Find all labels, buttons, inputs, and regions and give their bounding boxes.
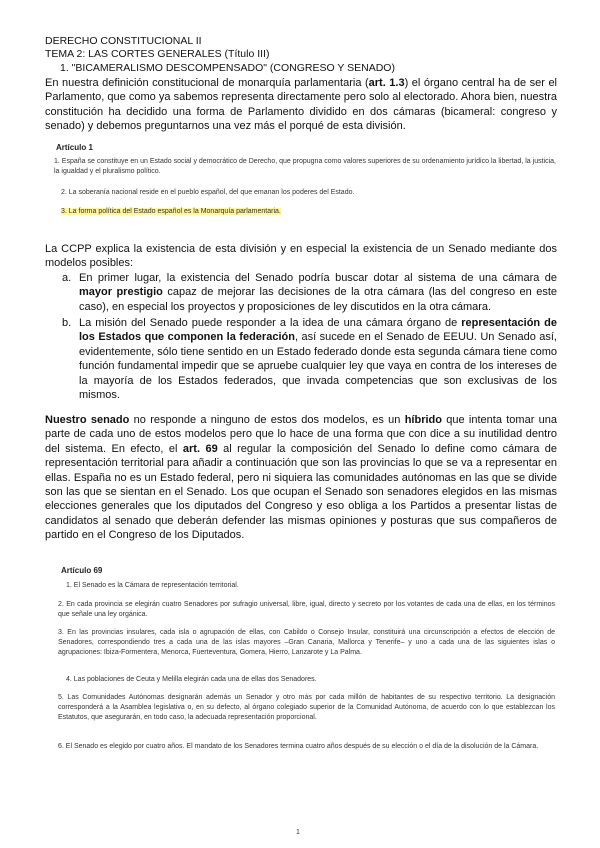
articulo-69-p1: 1. El Senado es la Cámara de representación territorial. xyxy=(66,582,239,589)
course-title: DERECHO CONSTITUCIONAL II xyxy=(45,35,202,47)
nuestro-senado-paragraph xyxy=(45,413,557,543)
item-b-post: , así sucede en el Senado de EEUU. Un Senado así, evidentemente, sólo tiene sentido en un Estado federado donde esta segunda cámara tiene como función fundamental impedir que se apruebe cualquier ley que vaya en contra de los intereses de la mayoría de los Estados federados, que invada competencias que son exclusivas de los mismos. xyxy=(79,331,557,402)
articulo-69-p5: 5. Las Comunidades Autónomas designarán además un Senador y otro más por cada millón de habitantes de su respectivo territorio. La designación corresponderá a la Asamblea legislativa o, en su defecto, al órgano colegiado superior de la Comunidad Autónoma, de acuerdo con lo que establezcan los Estatutos, que asegurarán, en todo caso, la adecuada representación proporcional. xyxy=(58,694,555,721)
section-title: 1. "BICAMERALISMO DESCOMPENSADO" (CONGRESO Y SENADO) xyxy=(60,62,395,74)
page-number: 1 xyxy=(296,829,300,836)
intro-text-post: ) el órgano central ha de ser el Parlamento, que como ya sabemos representa directamente pero solo al electorado. Ahora bien, nuestra constitución ha decidido una forma de Parlamento dividido en dos cámaras (bicameral: congreso y senado) y debemos preguntarnos una vez más el porqué de esta división. xyxy=(45,77,557,133)
nuestro-bold-3: art. 69 xyxy=(182,442,218,455)
item-a-post: capaz de mejorar las decisiones de la otra cámara (las del congreso en este caso), en especial los proyectos y proposiciones de ley discutidos en la otra cámara. xyxy=(79,286,557,313)
item-b-pre: La misión del Senado puede responder a la idea de una cámara órgano de xyxy=(79,317,462,329)
nuestro-text-1: no responde a ninguno de estos dos modelos, es un xyxy=(129,414,405,426)
intro-bold-ref: art. 1.3 xyxy=(368,77,405,89)
list-marker-b: b. xyxy=(62,317,72,329)
intro-paragraph xyxy=(45,76,557,134)
articulo-69-title: Artículo 69 xyxy=(61,566,103,575)
articulo-1-title: Artículo 1 xyxy=(56,143,93,152)
ccpp-paragraph: La CCPP explica la existencia de esta división y en especial la existencia de un Senado mediante dos modelos posibles: xyxy=(45,243,557,270)
item-b-bold: representación de los Estados que componen la federación xyxy=(79,317,558,344)
articulo-1-p3 xyxy=(61,207,556,217)
tema-title: TEMA 2: LAS CORTES GENERALES (Título III) xyxy=(45,48,270,60)
articulo-69-p2: 2. En cada provincia se elegirán cuatro Senadores por sufragio universal, libre, igual, directo y secreto por los votantes de cada una de ellas, en los términos que señale una ley orgánica. xyxy=(58,601,555,618)
item-a-bold: mayor prestigio xyxy=(79,286,163,299)
nuestro-bold-1: Nuestro senado xyxy=(45,414,130,426)
articulo-69-p3: 3. En las provincias insulares, cada isla o agrupación de ellas, con Cabildo o Consejo Insular, constituirá una circunscripción a efectos de elección de Senadores, correspondiendo tres a cada una de las islas mayores –Gran Canaria, Mallorca y Tenerife– y uno a cada una de las siguientes islas o agrupaciones: Ibiza-Formentera, Menorca, Fuerteventura, Gomera, Hierro, Lanzarote y La Palma. xyxy=(58,629,555,656)
nuestro-text-2: que intenta tomar una parte de cada uno de estos modelos pero que lo hace de una forma que con dice a su inutilidad dentro del sistema. En efecto, el xyxy=(45,414,557,455)
item-a-pre: En primer lugar, la existencia del Senado podría buscar dotar al sistema de una cámara de xyxy=(79,272,557,284)
list-item-a xyxy=(79,271,557,314)
articulo-1-p3-highlight: 3. La forma política del Estado español es la Monarquía parlamentaria. xyxy=(61,208,281,215)
list-marker-a: a. xyxy=(62,272,72,284)
nuestro-text-3: al regular la composición del Senado lo define como cámara de representación territorial para añadir a continuación que son las provincias lo que se va a representar en ellas. España no es un Estado federal, pero ni siquiera las comunidades autónomas en las que se divide son las que se sientan en el Senado. Los que ocupan el Senado son senadores elegidos en las mismas elecciones generales que los diputados del Congreso y eso obliga a los Partidos a presentar listas de candidatos al senado que deberán defender las mismas opiniones y posturas que sus compañeros de partido en el Congreso de los Diputados. xyxy=(45,442,557,542)
articulo-69-p4: 4. Las poblaciones de Ceuta y Melilla elegirán cada una de ellas dos Senadores. xyxy=(66,676,317,683)
articulo-69-p6: 6. El Senado es elegido por cuatro años. El mandato de los Senadores termina cuatro años después de su elección o el día de la disolución de la Cámara. xyxy=(58,743,539,750)
articulo-1-p1: 1. España se constituye en un Estado social y democrático de Derecho, que propugna como valores superiores de su ordenamiento jurídico la libertad, la justicia, la igualdad y el pluralismo político. xyxy=(54,158,556,175)
articulo-1-p2: 2. La soberanía nacional reside en el pueblo español, del que emanan los poderes del Estado. xyxy=(61,189,355,196)
nuestro-bold-2: híbrido xyxy=(404,414,442,426)
list-item-b xyxy=(79,316,557,402)
intro-text-pre: En nuestra definición constitucional de monarquía parlamentaria ( xyxy=(45,77,369,89)
